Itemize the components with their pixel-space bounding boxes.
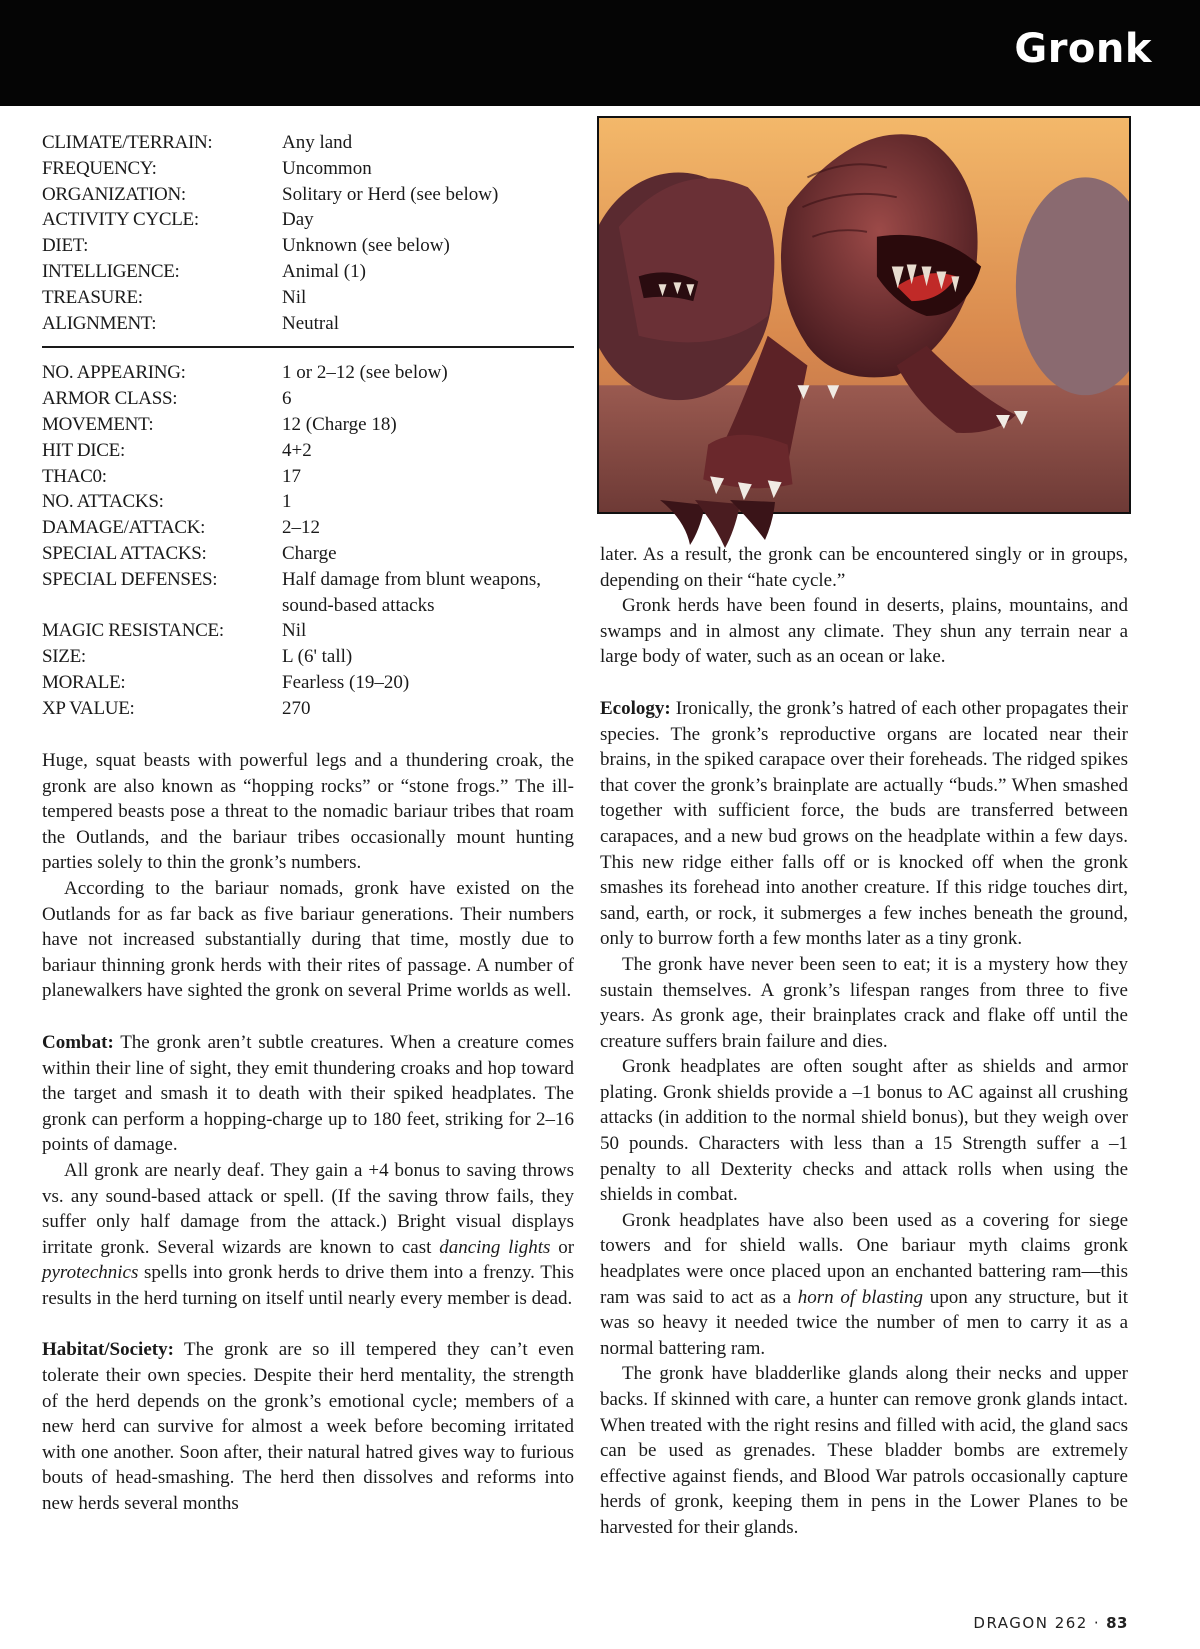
- stat-value: Solitary or Herd (see below): [282, 183, 499, 205]
- spell-name: pyrotechnics: [42, 1262, 139, 1284]
- spell-name: dancing lights: [439, 1236, 551, 1258]
- stat-label: INTELLIGENCE:: [42, 260, 180, 282]
- left-column: [42, 748, 574, 1517]
- stat-value: 2–12: [282, 517, 320, 539]
- stat-label: MORALE:: [42, 671, 126, 693]
- stat-row: [42, 489, 574, 515]
- stat-row: [42, 438, 574, 464]
- stat-row: [42, 412, 574, 438]
- stat-value: Day: [282, 209, 314, 231]
- stat-value: 6: [282, 388, 292, 410]
- stat-row: [42, 541, 574, 567]
- stat-row: [42, 311, 574, 337]
- stat-row: [42, 182, 574, 208]
- stat-divider: [42, 346, 574, 348]
- stat-label: THAC0:: [42, 465, 107, 487]
- stat-value: Uncommon: [282, 157, 372, 179]
- combat-section: [42, 1030, 574, 1158]
- combat-text: The gronk aren’t subtle creatures. When a creature comes within their line of sight, they emit thundering croaks and hop toward the target and smash it to death with their spiked headplates. The gronk can perform a hopping-charge up to 180 feet, striking for 2–16 points of damage.: [42, 1031, 574, 1156]
- stat-value: Neutral: [282, 312, 339, 334]
- stat-value: Nil: [282, 286, 307, 308]
- stat-row: [42, 464, 574, 490]
- page-title: Gronk: [1014, 26, 1152, 72]
- habitat-section: [42, 1337, 574, 1516]
- stat-label: MAGIC RESISTANCE:: [42, 620, 224, 642]
- stat-row: [42, 696, 574, 722]
- ecology-text: Ironically, the gronk’s hatred of each other propagates their species. The gronk’s reproductive organs are located near their brains, in the spiked carapace over their foreheads. The ridged spikes that cover the gronk’s brainplate are actually “buds.” When smashed together with sufficient force, the buds are transferred between carapaces, and a new bud grows on the headplate within a few days. This new ridge either falls off or is knocked off when the gronk smashes its forehead into another creature. If this ridge touches dirt, sand, earth, or rock, it submerges a few inches beneath the ground, only to burrow forth a few months later as a tiny gronk.: [600, 697, 1129, 950]
- gronk-illustration: [597, 116, 1131, 514]
- magic-item-name: horn of blasting: [797, 1286, 924, 1308]
- stat-value: 1: [282, 491, 292, 513]
- stat-row: [42, 207, 574, 233]
- stat-value: Charge: [282, 542, 337, 564]
- stat-value: 12 (Charge 18): [282, 413, 397, 435]
- gronk-artwork: [599, 118, 1129, 512]
- stat-value: 4+2: [282, 439, 312, 461]
- stat-row: [42, 644, 574, 670]
- stat-value: 1 or 2–12 (see below): [282, 362, 448, 384]
- header-bar: [0, 0, 1200, 106]
- stat-row: [42, 285, 574, 311]
- stat-value: Animal (1): [282, 260, 366, 282]
- stat-label: SPECIAL ATTACKS:: [42, 542, 207, 564]
- stat-row: [42, 670, 574, 696]
- stat-label: SPECIAL DEFENSES:: [42, 568, 218, 590]
- headplate-siege-paragraph: Gronk headplates have also been used as a covering for siege towers and for shield walls. One bariaur myth claims gronk headplates were once placed upon an enchanted battering ram—this ram was said to act as a horn of blasting upon any structure, but it was so heavy it needed twice the number of men to carry it as a normal battering ram.: [600, 1209, 1129, 1359]
- stat-value: Any land: [282, 132, 353, 153]
- habitat-continued: later. As a result, the gronk can be encountered singly or in groups, depending on their “hate cycle.”: [600, 544, 1128, 591]
- stat-label: NO. APPEARING:: [42, 362, 186, 384]
- stat-label: [42, 593, 282, 619]
- stat-group-combat: [42, 360, 574, 721]
- stat-row: [42, 515, 574, 541]
- history-paragraph: According to the bariaur nomads, gronk have existed on the Outlands for as far back as five bariaur generations. Their numbers have not increased substantially during that time, mostly due to bariaur thinning gronk herds with their rites of passage. A number of planewalkers have sighted the gronk on several Prime worlds as well.: [42, 877, 574, 1002]
- stat-row: [42, 386, 574, 412]
- stat-group-ecology: [42, 130, 574, 336]
- footer-separator: ·: [1093, 1614, 1101, 1632]
- stat-row: [42, 130, 574, 156]
- intro-paragraph: Huge, squat beasts with powerful legs and a thundering croak, the gronk are also known as “hopping rocks” or “stone frogs.” The ill-tempered beasts pose a threat to the nomadic bariaur tribes that roam the Outlands, and the bariaur tribes occasionally mount hunting parties solely to thin the gronk’s numbers.: [42, 750, 574, 874]
- stat-label: ACTIVITY CYCLE:: [42, 209, 199, 231]
- stat-value: Fearless (19–20): [282, 671, 410, 693]
- stat-block: [42, 130, 574, 722]
- stat-row: [42, 259, 574, 285]
- stat-label: ARMOR CLASS:: [42, 388, 178, 410]
- habitat-heading: Habitat/Society:: [42, 1339, 174, 1361]
- stat-value: L (6' tall): [282, 646, 353, 668]
- stat-label: XP VALUE:: [42, 697, 135, 719]
- stat-row: [42, 360, 574, 386]
- habitat-text: The gronk are so ill tempered they can’t even tolerate their own species. Despite their herd mentality, the strength of the herd depends on the gronk’s emotional cycle; members of a new herd can survive for almost a week before becoming irritated with one another. Soon after, their natural hatred gives way to furious bouts of head-smashing. The herd then dissolves and reforms into new herds several months: [42, 1339, 574, 1515]
- page-number: 83: [1106, 1614, 1128, 1632]
- stat-row: [42, 593, 574, 619]
- stat-value: 17: [282, 465, 301, 487]
- stat-label: ORGANIZATION:: [42, 183, 186, 205]
- stat-label: CLIMATE/TERRAIN:: [42, 132, 213, 153]
- lifespan-paragraph: The gronk have never been seen to eat; it is a mystery how they sustain themselves. A gronk’s lifespan ranges from three to five years. As gronk age, their brainplates crack and flake off until the creature suffers brain failure and dies.: [600, 953, 1128, 1052]
- right-column: [600, 542, 1128, 1541]
- page-footer: [973, 1614, 1128, 1632]
- ecology-section: [600, 696, 1128, 952]
- stat-label: ALIGNMENT:: [42, 312, 157, 334]
- stat-label: NO. ATTACKS:: [42, 491, 164, 513]
- combat-heading: Combat:: [42, 1031, 114, 1053]
- combat-deafness-paragraph: All gronk are nearly deaf. They gain a +4 bonus to saving throws vs. any sound-based attack or spell. (If the saving throw fails, they suffer only half damage from the attack.) Bright visual displays irritate gronk. Several wizards are known to cast dancing lights or pyrotechnics spells into gronk herds to drive them into a frenzy. This results in the herd turning on itself until nearly every member is dead.: [42, 1159, 575, 1309]
- stat-value: sound-based attacks: [282, 594, 435, 616]
- stat-row: [42, 618, 574, 644]
- stat-value: Unknown (see below): [282, 235, 450, 257]
- glands-paragraph: The gronk have bladderlike glands along their necks and upper backs. If skinned with care, a hunter can remove gronk glands intact. When treated with the right resins and filled with acid, the gland sacs can be used as grenades. These bladder bombs are extremely effective against fiends, and Blood War patrols occasionally capture herds of gronk, keeping them in pens in the Lower Planes to be harvested for their glands.: [600, 1363, 1128, 1538]
- stat-row: [42, 233, 574, 259]
- stat-label: FREQUENCY:: [42, 157, 157, 179]
- stat-row: [42, 156, 574, 182]
- stat-value: Nil: [282, 620, 307, 642]
- ecology-heading: Ecology:: [600, 697, 671, 719]
- terrain-paragraph: Gronk herds have been found in deserts, plains, mountains, and swamps and in almost any climate. They shun any terrain near a large body of water, such as an ocean or lake.: [600, 595, 1128, 668]
- stat-value: 270: [282, 697, 311, 719]
- headplate-shields-paragraph: Gronk headplates are often sought after as shields and armor plating. Gronk shields provide a –1 bonus to AC against all crushing attacks (in addition to the normal shield bonus), but they weigh over 50 pounds. Characters with less than a 15 Strength suffer a –1 penalty to all Dexterity checks and attack rolls when using the shields in combat.: [600, 1056, 1128, 1206]
- stat-value: Half damage from blunt weapons,: [282, 568, 542, 590]
- stat-label: MOVEMENT:: [42, 413, 154, 435]
- stat-label: TREASURE:: [42, 286, 143, 308]
- stat-label: DAMAGE/ATTACK:: [42, 517, 206, 539]
- stat-label: DIET:: [42, 235, 89, 257]
- magazine-issue: DRAGON 262: [973, 1614, 1088, 1632]
- stat-label: HIT DICE:: [42, 439, 125, 461]
- stat-label: SIZE:: [42, 646, 86, 668]
- stat-row: [42, 567, 574, 593]
